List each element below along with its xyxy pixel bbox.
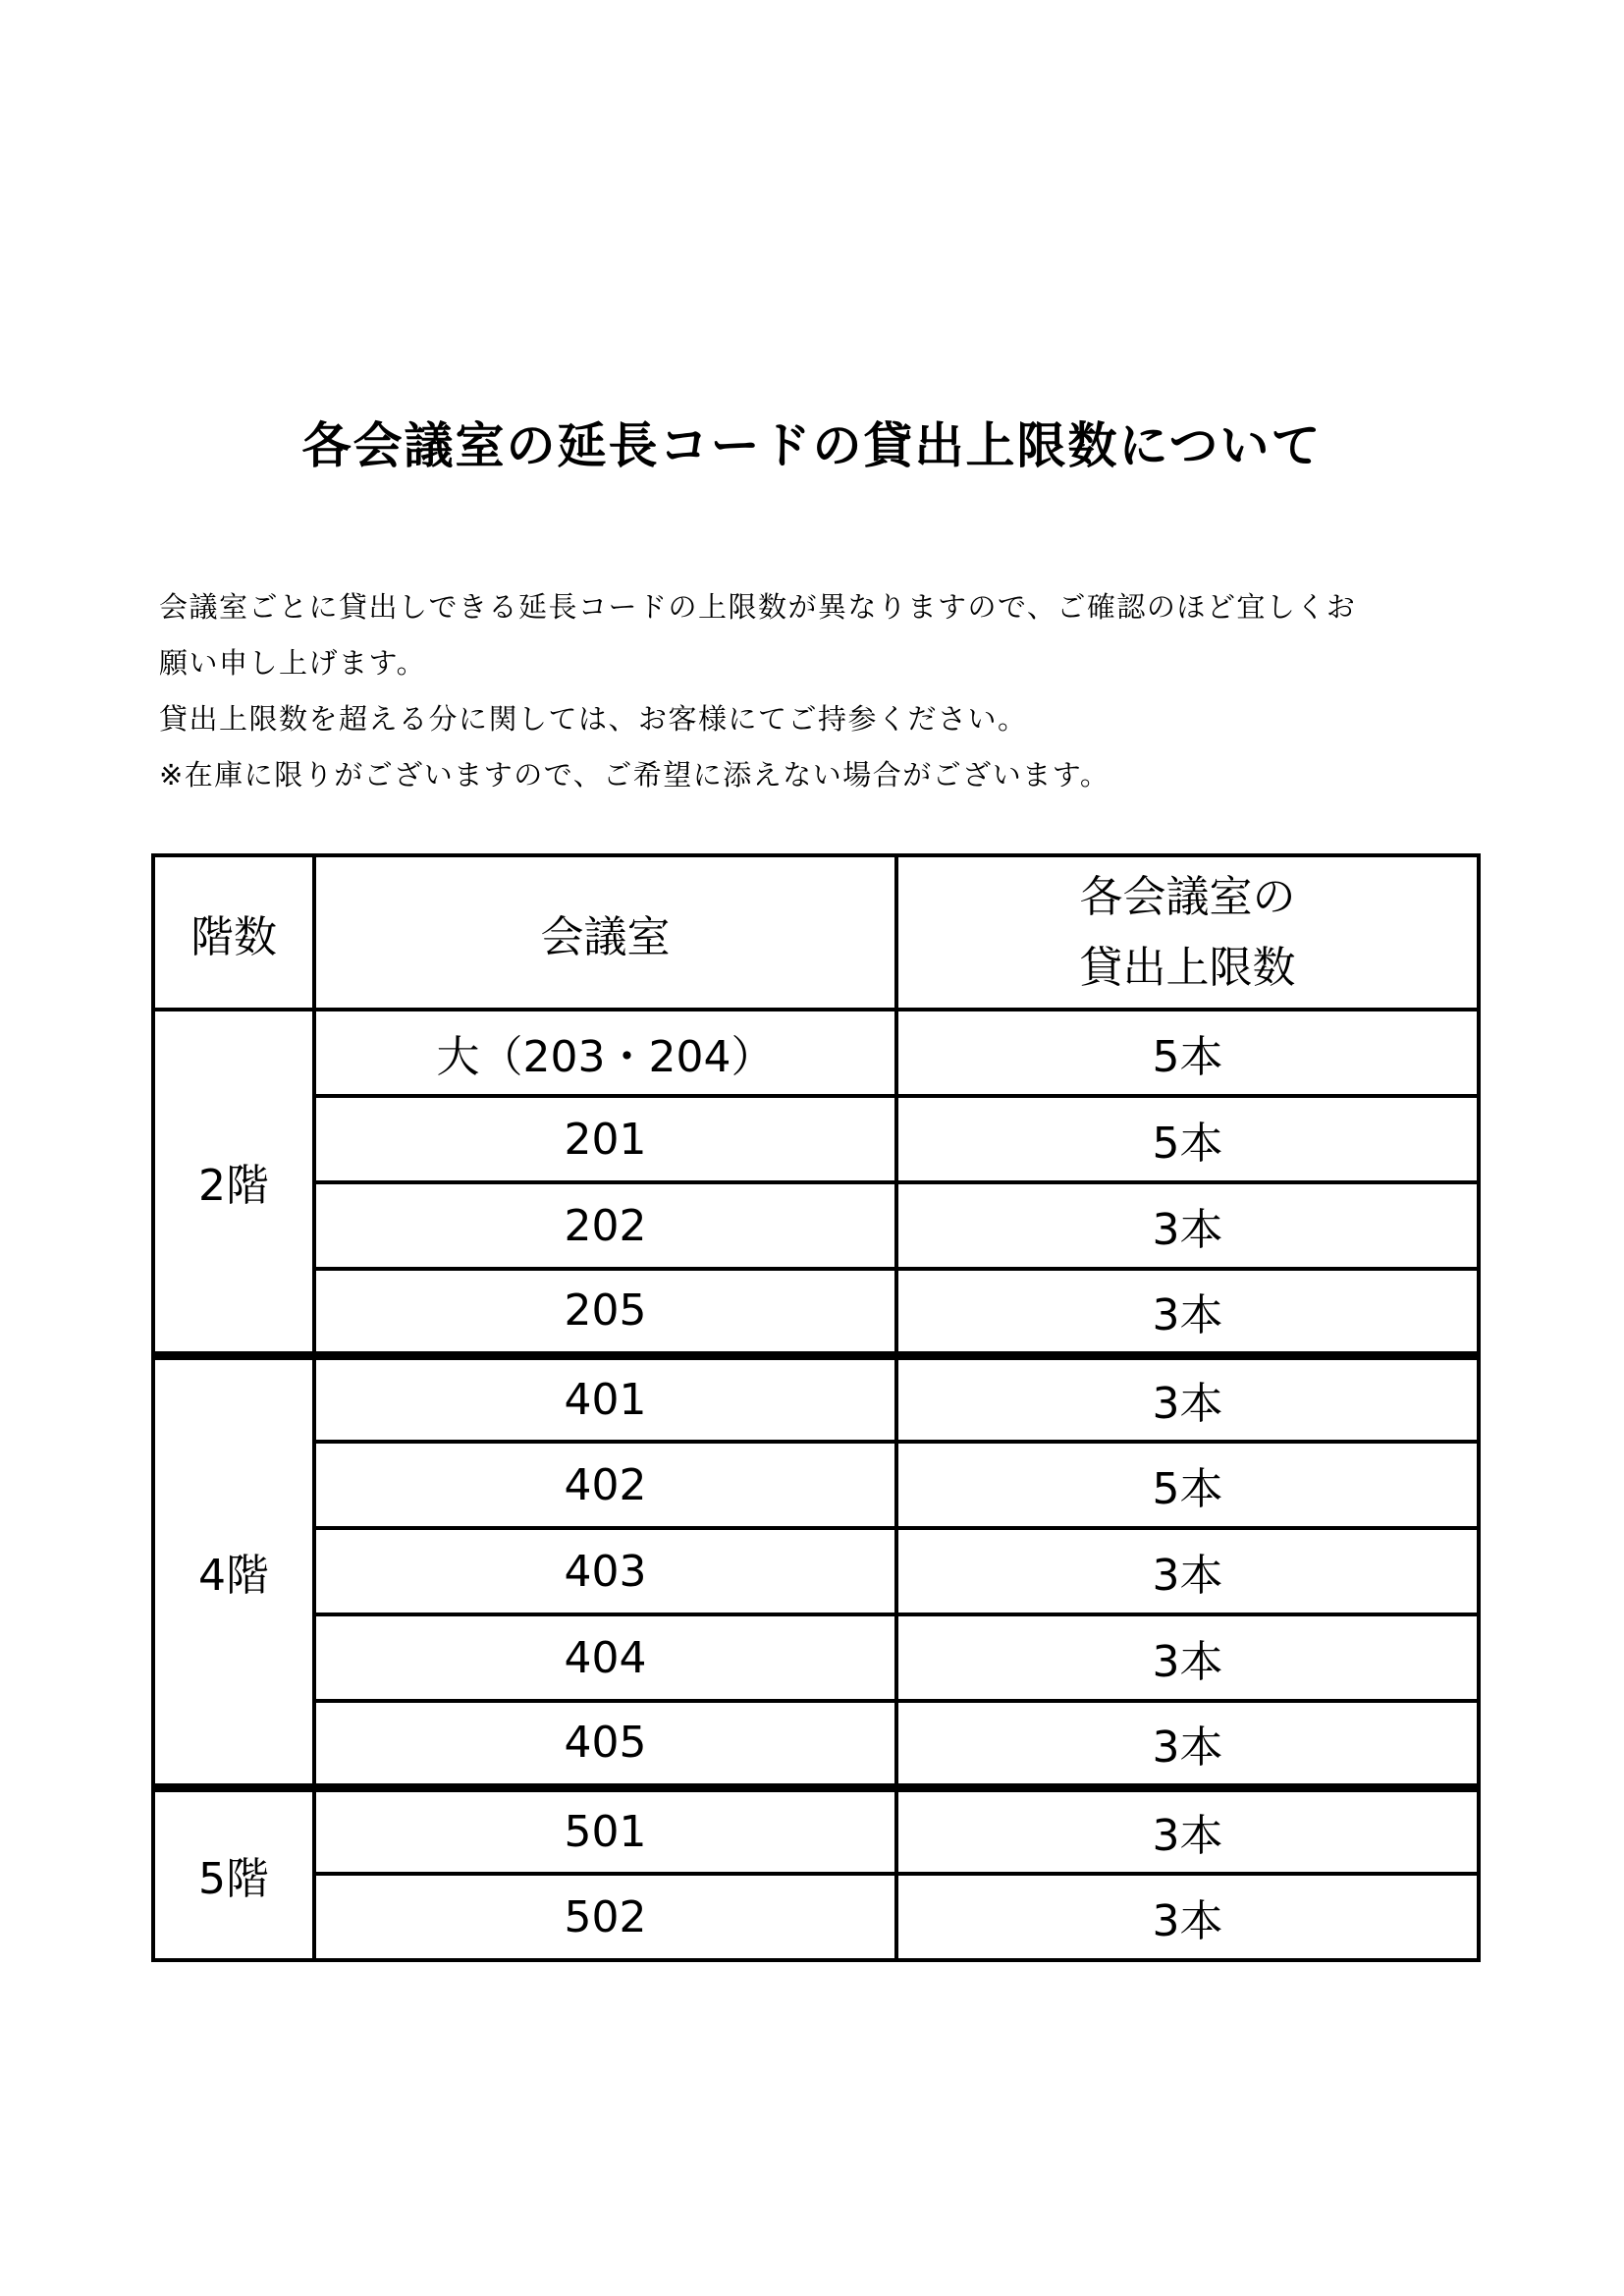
floor-cell: 5階 — [153, 1787, 314, 1960]
room-cell: 501 — [314, 1787, 896, 1874]
loan-limit-table — [151, 853, 1481, 1962]
header-limit — [896, 855, 1479, 1010]
limit-cell: 3本 — [896, 1355, 1479, 1442]
room-cell: 405 — [314, 1701, 896, 1787]
table-row — [153, 1614, 1479, 1701]
table-row — [153, 1182, 1479, 1269]
room-cell: 404 — [314, 1614, 896, 1701]
room-cell: 502 — [314, 1874, 896, 1960]
table-row — [153, 1442, 1479, 1528]
floor-group-2 — [153, 1010, 1479, 1355]
intro-line: 貸出上限数を超える分に関しては、お客様にてご持参ください。 — [159, 702, 1028, 736]
page-title: 各会議室の延長コードの貸出上限数について — [301, 416, 1323, 474]
room-cell: 202 — [314, 1182, 896, 1269]
limit-cell: 3本 — [896, 1874, 1479, 1960]
limit-cell: 5本 — [896, 1442, 1479, 1528]
limit-cell: 3本 — [896, 1787, 1479, 1874]
floor-group-4 — [153, 1355, 1479, 1787]
limit-cell: 5本 — [896, 1010, 1479, 1096]
header-floor: 階数 — [153, 855, 314, 1010]
room-cell: 401 — [314, 1355, 896, 1442]
room-cell: 大（203・204） — [314, 1010, 896, 1096]
header-room: 会議室 — [314, 855, 896, 1010]
room-cell: 201 — [314, 1096, 896, 1182]
limit-cell: 3本 — [896, 1528, 1479, 1614]
intro-line: 会議室ごとに貸出しできる延長コードの上限数が異なりますので、ご確認のほど宜しくお — [159, 590, 1357, 624]
limit-cell: 3本 — [896, 1269, 1479, 1355]
limit-cell: 5本 — [896, 1096, 1479, 1182]
table-row — [153, 1528, 1479, 1614]
intro-text — [159, 579, 1475, 803]
limit-cell: 3本 — [896, 1182, 1479, 1269]
table-row — [153, 1096, 1479, 1182]
table-row — [153, 1701, 1479, 1787]
header-limit-line: 貸出上限数 — [1079, 942, 1296, 993]
room-cell: 403 — [314, 1528, 896, 1614]
intro-line: 願い申し上げます。 — [159, 646, 427, 680]
limit-cell: 3本 — [896, 1614, 1479, 1701]
room-cell: 402 — [314, 1442, 896, 1528]
header-limit-line: 各会議室の — [1079, 871, 1296, 922]
table-row — [153, 1874, 1479, 1960]
table-row — [153, 1787, 1479, 1874]
floor-cell: 2階 — [153, 1010, 314, 1355]
floor-group-5 — [153, 1787, 1479, 1960]
room-cell: 205 — [314, 1269, 896, 1355]
table-row — [153, 1010, 1479, 1096]
floor-cell: 4階 — [153, 1355, 314, 1787]
table-row — [153, 1355, 1479, 1442]
table-row — [153, 1269, 1479, 1355]
intro-note: ※在庫に限りがございますので、ご希望に添えない場合がございます。 — [159, 758, 1110, 792]
limit-cell: 3本 — [896, 1701, 1479, 1787]
table-header-row — [153, 855, 1479, 1010]
